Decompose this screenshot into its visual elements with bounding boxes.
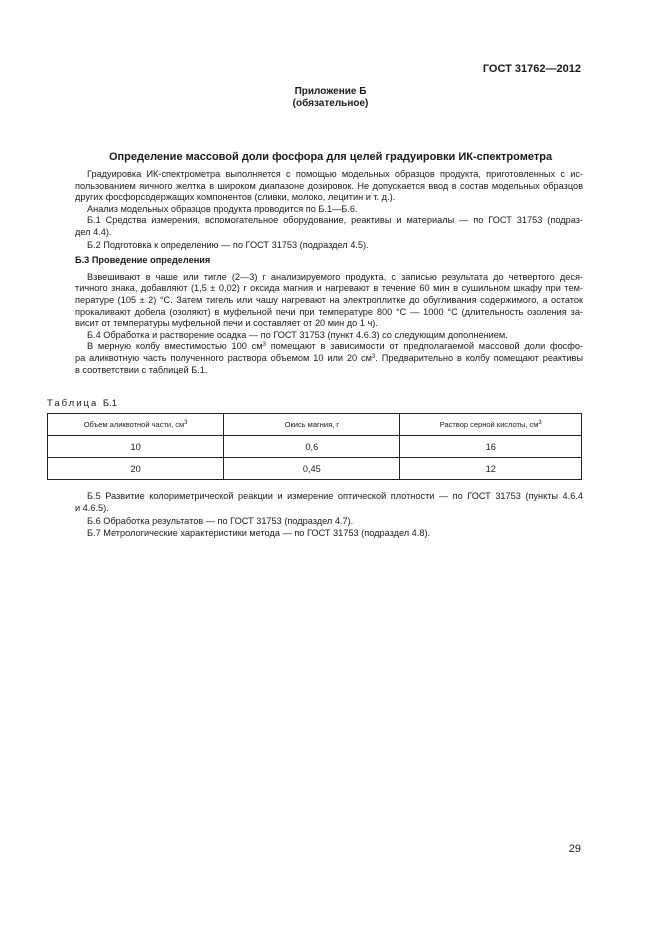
table-cell: 16 [400,436,582,458]
para3-line1: Б.1 Средства измерения, вспомогательное оборудование, реактивы и материалы — по ГОСТ 31753 (подраз- [87,215,583,226]
standard-code: ГОСТ 31762—2012 [482,63,581,75]
para4: Б.2 Подготовка к определению — по ГОСТ 31753 (подраздел 4.5). [87,239,369,250]
para9: Б.6 Обработка результатов — по ГОСТ 31753 (подраздел 4.7). [87,516,354,527]
para8-line2: и 4.6.5). [75,502,109,513]
table-cell: 20 [48,458,224,480]
table-cell: 0,6 [224,436,400,458]
para6: Б.4 Обработка и растворение осадка — по ГОСТ 31753 (пункт 4.6.3) со следующим дополнением. [87,329,508,340]
para5-line1: Взвешивают в чаше или тигле (2—3) г анализируемого продукта, с записью результата до четвертого деся- [87,271,583,282]
annex-heading: Определение массовой доли фосфора для целей градуировки ИК-спектрометра [108,151,553,163]
para8-line1: Б.5 Развитие колориметрической реакции и измерение оптической плотности — по ГОСТ 31753 (пункты 4.6.4 [87,491,583,501]
para2: Анализ модельных образцов продукта проводится по Б.1—Б.6. [87,203,358,214]
para5-line4: прокаливают добела (озоляют) в муфельной печи при температуре 800 °С — 1000 °С (длительность озоления за- [75,306,583,317]
para7-line3: в соответствии с таблицей Б.1. [75,364,208,375]
body-text-upper [75,169,583,376]
table-title: Таблица Б.1 [47,398,118,409]
section-b3-title: Б.3 Проведение определения [75,255,211,266]
table-header-cell: Раствор серной кислоты, $см^3$ [400,414,582,436]
table-cell: 0,45 [224,458,400,480]
para1-line3: других фосфорсодержащих компонентов (сливки, молоко, лецитин и т. д.). [75,192,396,203]
para5-line5: висит от температуры муфельной печи и составляет от 20 мин до 1 ч). [75,318,378,329]
table-header-cell: Объем аликвотной части, $см^3$ [48,414,224,436]
table-row [48,436,582,458]
table-cell: 12 [400,458,582,480]
para10: Б.7 Метрологические характеристики метода — по ГОСТ 31753 (подраздел 4.8). [87,527,431,538]
para7-line2: ра аликвотную часть полученного раствора объемом 10 или 20 $см^3$. Предварительно в колбу помещают реактивы [75,352,583,363]
para5-line2: тичного знака, добавляют (1,5 ± 0,02) г оксида магния и нагревают в течение 60 мин в сушильном шкафу при тем- [75,283,583,294]
body-text-lower [75,491,583,539]
table-cell: 10 [48,436,224,458]
page-number: 29 [568,843,581,855]
para5-line3: пературе (105 ± 2) °С. Затем тигель или чашу нагревают на электроплитке до обугливания содержимого, а остаток [75,294,583,305]
para1-line1: Градуировка ИК-спектрометра выполняется с помощью модельных образцов продукта, приготовленных с ис- [87,169,583,179]
para3-line2: дел 4.4). [75,226,112,237]
table-header-cell: Окись магния, г [224,414,400,436]
table-row [48,458,582,480]
annex-status: (обязательное) [292,98,369,109]
annex-block [0,86,661,110]
para7-line1: В мерную колбу вместимостью 100 $см^3$ помещают в зависимости от предполагаемой массовой доли фосфо- [87,341,583,352]
para1-line2: пользованием яичного желтка в широком диапазоне дозировок. Не допускается ввод в состав модельных образцов [75,180,583,191]
table-header-row [48,414,582,436]
annex-title: Приложение Б [294,86,367,97]
reagents-table [47,413,582,480]
